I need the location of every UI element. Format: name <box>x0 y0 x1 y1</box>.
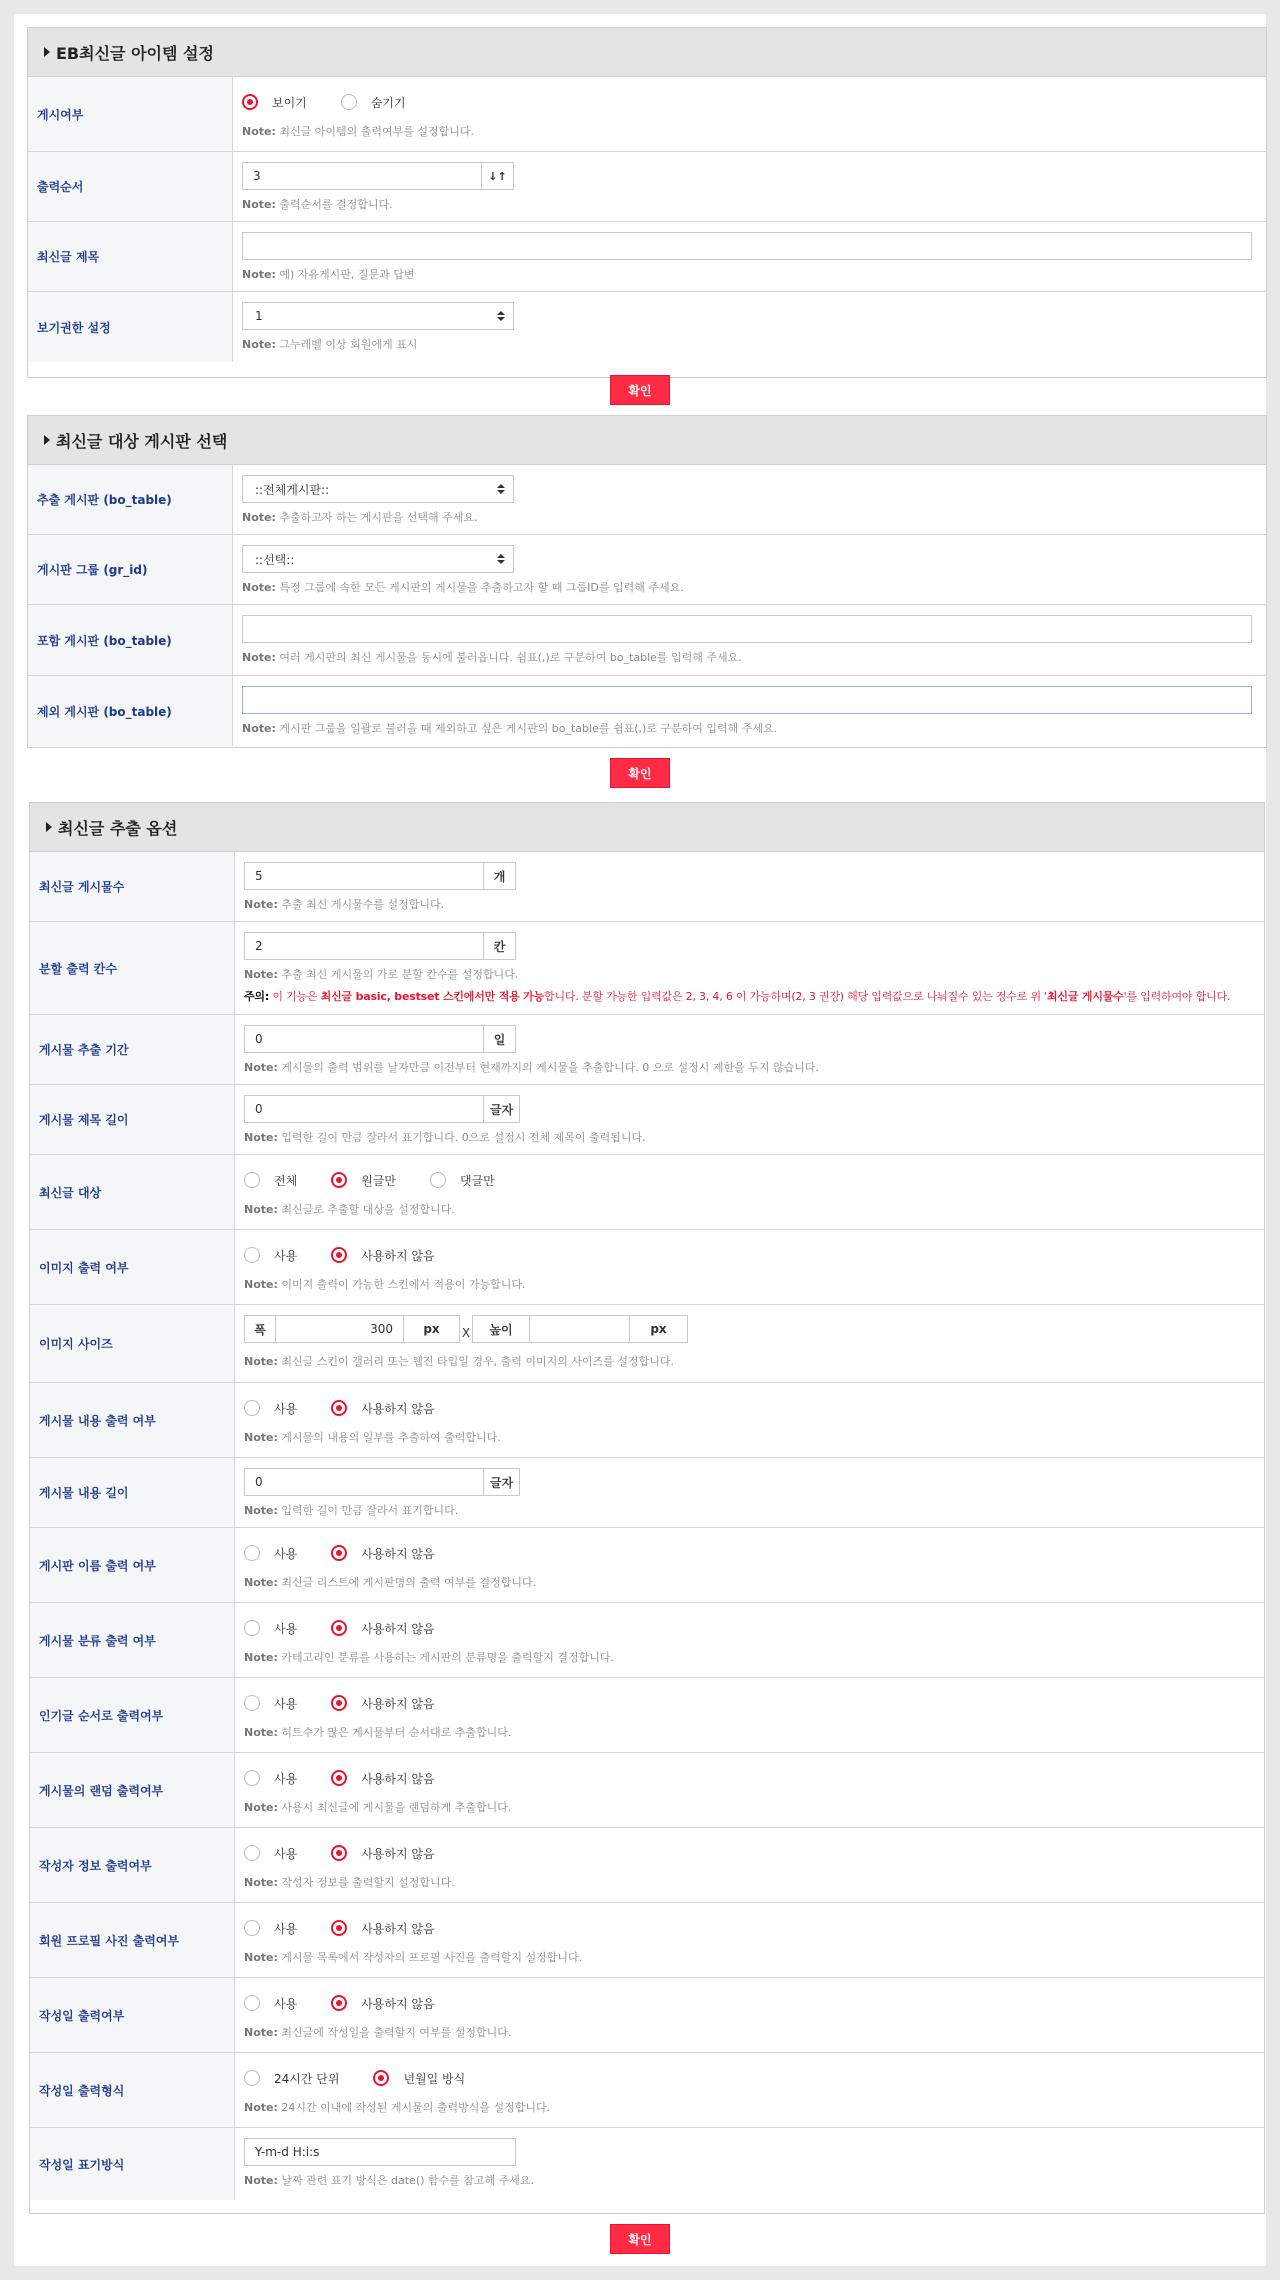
row-order <box>28 152 1266 222</box>
width-label: 폭 <box>244 1315 276 1343</box>
section-header <box>30 803 1264 852</box>
subject-length-input[interactable]: 0 <box>244 1095 484 1123</box>
radio-use[interactable]: 사용 <box>244 1695 297 1712</box>
field-label: 게시물 제목 길이 <box>30 1085 235 1154</box>
field-label: 최신글 제목 <box>28 222 233 291</box>
row-date-format-type <box>30 2053 1264 2128</box>
radio-empty-icon <box>244 1920 260 1936</box>
permission-select[interactable]: 1 <box>242 302 514 330</box>
radio-use[interactable]: 사용 <box>244 1400 297 1417</box>
period-input[interactable]: 0 <box>244 1025 484 1053</box>
radio-original-only[interactable]: 원글만 <box>331 1172 396 1189</box>
field-label: 게시물 추출 기간 <box>30 1015 235 1084</box>
width-unit: px <box>404 1315 460 1343</box>
radio-use[interactable]: 사용 <box>244 1247 297 1264</box>
field-note: Note: 작성자 정보를 출력할지 설정합니다. <box>244 1876 455 1889</box>
radio-comments-only[interactable]: 댓글만 <box>430 1172 495 1189</box>
radio-not-use[interactable]: 사용하지 않음 <box>331 1920 434 1937</box>
field-label: 보기권한 설정 <box>28 292 233 362</box>
row-random <box>30 1753 1264 1828</box>
field-note: Note: 출력순서를 결정합니다. <box>242 198 393 211</box>
row-columns <box>30 922 1264 1015</box>
radio-empty-icon <box>244 1995 260 2011</box>
content-length-input[interactable]: 0 <box>244 1468 484 1496</box>
radio-empty-icon <box>244 1400 260 1416</box>
warning-note: 주의: 이 기능은 최신글 basic, bestset 스킨에서만 적용 가능합니다. 분할 가능한 입력값은 2, 3, 4, 6 이 가능하며(2, 3 권장) 해당 입력값으로 나눠질수 있는 정수로 위 '최신글 게시물수'를 입력하여야 합니다. <box>244 990 1231 1003</box>
field-note: Note: 예) 자유게시판, 질문과 답변 <box>242 268 415 281</box>
radio-use[interactable]: 사용 <box>244 1770 297 1787</box>
exclude-board-input[interactable] <box>242 686 1252 714</box>
row-group <box>28 535 1266 605</box>
field-label: 게시물 분류 출력 여부 <box>30 1603 235 1677</box>
field-label: 게시판 그룹 (gr_id) <box>28 535 233 604</box>
include-board-input[interactable] <box>242 615 1252 643</box>
unit-addon: 개 <box>484 862 516 890</box>
field-note: Note: 최신글로 추출할 대상을 설정합니다. <box>244 1203 455 1216</box>
row-author-info <box>30 1828 1264 1903</box>
radio-empty-icon <box>244 1770 260 1786</box>
caret-right-icon <box>46 822 52 832</box>
field-label: 작성일 출력여부 <box>30 1978 235 2052</box>
field-label: 포함 게시판 (bo_table) <box>28 605 233 675</box>
radio-selected-icon <box>331 1620 347 1636</box>
row-board-name <box>30 1528 1264 1603</box>
field-note: Note: 추출 최신 게시물의 가로 분할 칸수를 설정합니다. <box>244 968 519 981</box>
radio-selected-icon <box>331 1995 347 2011</box>
field-note: Note: 최신글 스킨이 갤러리 또는 웹진 타입일 경우, 출력 이미지의 사이즈를 설정합니다. <box>244 1355 675 1368</box>
radio-not-use[interactable]: 사용하지 않음 <box>331 1620 434 1637</box>
radio-selected-icon <box>242 94 258 110</box>
radio-use[interactable]: 사용 <box>244 1920 297 1937</box>
radio-selected-icon <box>331 1172 347 1188</box>
field-note: Note: 카테고리인 분류를 사용하는 게시판의 분류명을 출력할지 결정합니다. <box>244 1651 615 1664</box>
radio-all[interactable]: 전체 <box>244 1172 297 1189</box>
field-label: 회원 프로필 사진 출력여부 <box>30 1903 235 1977</box>
group-select[interactable]: ::선택:: <box>242 545 514 573</box>
row-title <box>28 222 1266 292</box>
field-label: 게시여부 <box>28 77 233 151</box>
row-content-output <box>30 1383 1264 1458</box>
row-category <box>30 1603 1264 1678</box>
select-arrows-icon <box>497 311 505 321</box>
row-popular <box>30 1678 1264 1753</box>
order-input[interactable]: 3 <box>242 162 482 190</box>
row-permission <box>28 292 1266 362</box>
radio-not-use[interactable]: 사용하지 않음 <box>331 1770 434 1787</box>
radio-selected-icon <box>373 2070 389 2086</box>
field-note: Note: 날짜 관련 표기 방식은 date() 함수를 참고해 주세요. <box>244 2174 535 2187</box>
section-title: 최신글 추출 옵션 <box>58 818 178 838</box>
height-label: 높이 <box>472 1315 530 1343</box>
field-note: Note: 추출 최신 게시물수를 설정합니다. <box>244 898 445 911</box>
size-separator: X <box>461 1326 471 1340</box>
field-note: Note: 게시물의 출력 범위를 날자만큼 이전부터 현재까지의 게시물을 추출합니다. 0 으로 설정시 제한을 두지 않습니다. <box>244 1061 820 1074</box>
width-input[interactable]: 300 <box>276 1315 404 1343</box>
field-label: 제외 게시판 (bo_table) <box>28 676 233 746</box>
field-note: Note: 특정 그룹에 속한 모든 게시판의 게시물을 추출하고자 할 때 그룹ID를 입력해 주세요. <box>242 581 684 594</box>
radio-show[interactable]: 보이기 <box>242 94 307 111</box>
caret-right-icon <box>44 47 50 57</box>
unit-addon: 일 <box>484 1025 516 1053</box>
section-extract-options <box>29 802 1265 2214</box>
field-note: Note: 최신글 리스트에 게시판명의 출력 여부를 결정합니다. <box>244 1576 537 1589</box>
field-label: 인기글 순서로 출력여부 <box>30 1678 235 1752</box>
field-label: 게시물의 랜덤 출력여부 <box>30 1753 235 1827</box>
row-subject-length <box>30 1085 1264 1155</box>
row-period <box>30 1015 1264 1085</box>
row-visibility <box>28 77 1266 152</box>
radio-empty-icon <box>244 1620 260 1636</box>
section-board-select <box>27 415 1267 748</box>
unit-addon: 글자 <box>484 1095 520 1123</box>
radio-use[interactable]: 사용 <box>244 1545 297 1562</box>
radio-not-use[interactable]: 사용하지 않음 <box>331 1400 434 1417</box>
row-post-count <box>30 852 1264 922</box>
field-label: 작성일 출력형식 <box>30 2053 235 2127</box>
height-input[interactable] <box>530 1315 630 1343</box>
field-note: Note: 최신글 아이템의 출력여부를 설정합니다. <box>242 125 475 138</box>
row-image-output <box>30 1230 1264 1305</box>
field-label: 출력순서 <box>28 152 233 221</box>
select-arrows-icon <box>497 554 505 564</box>
radio-empty-icon <box>244 1545 260 1561</box>
radio-selected-icon <box>331 1770 347 1786</box>
field-note: Note: 그누레벨 이상 회원에게 표시 <box>242 338 418 351</box>
field-label: 게시물 내용 길이 <box>30 1458 235 1527</box>
unit-addon: 글자 <box>484 1468 520 1496</box>
field-label: 게시물 내용 출력 여부 <box>30 1383 235 1457</box>
radio-not-use[interactable]: 사용하지 않음 <box>331 1995 434 2012</box>
confirm-button[interactable]: 확인 <box>610 375 670 405</box>
row-content-length <box>30 1458 1264 1528</box>
radio-empty-icon <box>430 1172 446 1188</box>
field-label: 최신글 대상 <box>30 1155 235 1229</box>
row-include <box>28 605 1266 676</box>
unit-addon: 칸 <box>484 932 516 960</box>
field-label: 최신글 게시물수 <box>30 852 235 921</box>
confirm-button[interactable]: 확인 <box>610 758 670 788</box>
radio-empty-icon <box>244 1695 260 1711</box>
radio-selected-icon <box>331 1695 347 1711</box>
post-count-input[interactable]: 5 <box>244 862 484 890</box>
radio-empty-icon <box>244 2070 260 2086</box>
radio-selected-icon <box>331 1400 347 1416</box>
radio-use[interactable]: 사용 <box>244 1845 297 1862</box>
field-label: 작성자 정보 출력여부 <box>30 1828 235 1902</box>
field-note: Note: 이미지 출력이 가능한 스킨에서 적용이 가능합니다. <box>244 1278 526 1291</box>
field-note: Note: 사용시 최신글에 게시물을 랜덤하게 추출합니다. <box>244 1801 512 1814</box>
page-container <box>14 14 1266 2266</box>
field-note: Note: 여러 게시판의 최신 게시물을 동시에 불러옵니다. 쉼표(,)로 구분하여 bo_table를 입력해 주세요. <box>242 651 742 664</box>
section-title: 최신글 대상 게시판 선택 <box>56 431 228 451</box>
field-note: Note: 게시판 그룹을 일괄로 불러올 때 제외하고 싶은 게시판의 bo_table를 쉼표(,)로 구분하여 입력해 주세요. <box>242 722 778 735</box>
section-header <box>28 416 1266 465</box>
field-label: 게시판 이름 출력 여부 <box>30 1528 235 1602</box>
radio-hide[interactable]: 숨기기 <box>341 94 406 111</box>
field-note: Note: 추출하고자 하는 게시판을 선택해 주세요. <box>242 511 478 524</box>
row-profile-photo <box>30 1903 1264 1978</box>
field-note: Note: 입력한 길이 만큼 잘라서 표기합니다. <box>244 1504 459 1517</box>
row-date-output <box>30 1978 1264 2053</box>
field-label: 추출 게시판 (bo_table) <box>28 465 233 534</box>
title-input[interactable] <box>242 232 1252 260</box>
field-note: Note: 24시간 이내에 작성된 게시물의 출력방식을 설정합니다. <box>244 2101 551 2114</box>
section-item-settings <box>27 27 1267 378</box>
field-note: Note: 히트수가 많은 게시물부터 순서대로 추출합니다. <box>244 1726 512 1739</box>
row-image-size <box>30 1305 1264 1383</box>
radio-not-use[interactable]: 사용하지 않음 <box>331 1695 434 1712</box>
radio-not-use[interactable]: 사용하지 않음 <box>331 1845 434 1862</box>
field-note: Note: 게시물 목록에서 작성자의 프로필 사진을 출력할지 설정합니다. <box>244 1951 583 1964</box>
row-board <box>28 465 1266 535</box>
height-unit: px <box>630 1315 688 1343</box>
field-note: Note: 최신글에 작성일을 출력할지 여부를 설정합니다. <box>244 2026 512 2039</box>
radio-use[interactable]: 사용 <box>244 1995 297 2012</box>
field-note: Note: 입력한 길이 만큼 잘라서 표기합니다. 0으로 설정시 전체 제목이 출력됩니다. <box>244 1131 646 1144</box>
field-label: 작성일 표기방식 <box>30 2128 235 2200</box>
caret-right-icon <box>44 435 50 445</box>
radio-empty-icon <box>244 1172 260 1188</box>
confirm-button[interactable]: 확인 <box>610 2224 670 2254</box>
radio-24h[interactable]: 24시간 단위 <box>244 2070 339 2087</box>
board-select[interactable]: ::전체게시판:: <box>242 475 514 503</box>
row-target <box>30 1155 1264 1230</box>
field-label: 분할 출력 칸수 <box>30 922 235 1014</box>
radio-not-use[interactable]: 사용하지 않음 <box>331 1545 434 1562</box>
select-arrows-icon <box>497 484 505 494</box>
field-label: 이미지 사이즈 <box>30 1305 235 1382</box>
columns-input[interactable]: 2 <box>244 932 484 960</box>
sort-icon[interactable]: ↓↑ <box>482 162 514 190</box>
radio-empty-icon <box>244 1845 260 1861</box>
radio-selected-icon <box>331 1920 347 1936</box>
row-date-format <box>30 2128 1264 2200</box>
field-note: Note: 게시물의 내용의 일부를 추출하여 출력합니다. <box>244 1431 501 1444</box>
radio-empty-icon <box>341 94 357 110</box>
date-format-input[interactable]: Y-m-d H:i:s <box>244 2138 516 2166</box>
radio-selected-icon <box>331 1247 347 1263</box>
radio-empty-icon <box>244 1247 260 1263</box>
radio-not-use[interactable]: 사용하지 않음 <box>331 1247 434 1264</box>
section-header <box>28 28 1266 77</box>
row-exclude <box>28 676 1266 746</box>
field-label: 이미지 출력 여부 <box>30 1230 235 1304</box>
radio-selected-icon <box>331 1845 347 1861</box>
section-title: EB최신글 아이템 설정 <box>56 43 214 63</box>
radio-use[interactable]: 사용 <box>244 1620 297 1637</box>
radio-ymd[interactable]: 년월일 방식 <box>373 2070 465 2087</box>
radio-selected-icon <box>331 1545 347 1561</box>
